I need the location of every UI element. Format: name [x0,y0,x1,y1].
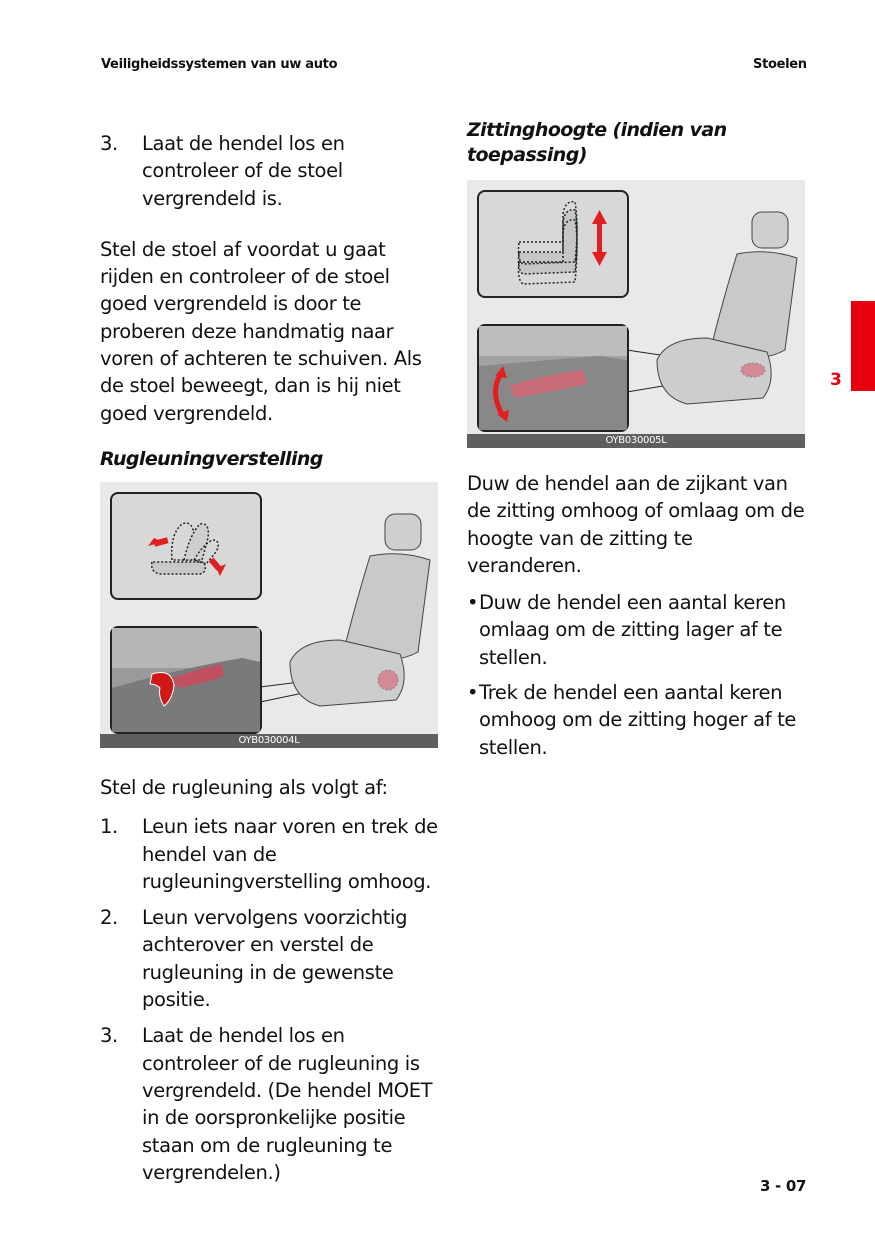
list-item [100,130,440,212]
continued-step-list [100,130,440,212]
inset-recline-diagram [110,492,262,600]
step-number: 3. [100,132,118,155]
step-text: Leun iets naar voren en trek de hendel van de rugleuningverstelling omhoog. [142,815,438,893]
inset-lever-closeup [110,626,262,734]
section-heading-seat-height: Zittinghoogte (indien van toepassing) [467,119,727,166]
figure-caption: OYB030005L [467,434,805,448]
lock-check-paragraph: Stel de stoel af voordat u gaat rijden en controleer of de stoel goed vergrendeld is door te proberen deze handmatig naar voren of achteren te schuiven. Als de stoel beweegt, dan is hij niet goed vergrendeld. [100,237,422,425]
list-item [100,904,440,1013]
running-header-section: Veiligheidssystemen van uw auto [101,57,338,72]
height-lever-icon [479,326,627,430]
chapter-tab-number: 3 [830,370,842,390]
inset-height-diagram [477,190,629,298]
seat-illustration-icon [260,512,438,732]
height-diagram-icon [479,192,627,296]
figure-seat-height-adjustment [467,180,805,448]
list-item [467,589,807,671]
step-number: 3. [100,1024,118,1048]
step-text: Leun vervolgens voorzichtig achterover en verstel de rugleuning in de gewenste positie. [142,906,408,1012]
list-item [467,679,807,761]
step-text: Laat de hendel los en controleer of de rugleuning is vergrendeld. (De hendel MOET in de oorspronkelijke positie staan om de rugleuning te vergrendelen.) [142,1024,433,1184]
step-text: Laat de hendel los en controleer of de stoel vergrendeld is. [142,132,345,210]
page-number: 3 - 07 [760,1177,807,1195]
seat-height-bullets [467,589,807,761]
left-column [100,130,440,1186]
bullet-text: Duw de hendel een aantal keren omlaag om de zitting lager af te stellen. [479,591,786,669]
right-column [467,118,807,761]
section-heading-backrest: Rugleuningverstelling [100,447,323,470]
list-item [100,1022,440,1186]
lever-closeup-icon [112,628,260,732]
recline-diagram-icon [112,494,260,598]
step-number: 1. [100,815,118,839]
bullet-marker: • [467,681,479,705]
bullet-text: Trek de hendel een aantal keren omhoog om de zitting hoger af te stellen. [479,681,797,759]
figure-backrest-adjustment [100,482,438,748]
running-header-topic: Stoelen [753,57,807,72]
backrest-steps [100,813,440,1186]
seat-illustration-icon [627,210,805,430]
seat-height-paragraph: Duw de hendel aan de zijkant van de zitting omhoog of omlaag om de hoogte van de zitting te veranderen. [467,472,805,577]
backrest-intro: Stel de rugleuning als volgt af: [100,775,388,799]
inset-height-lever-closeup [477,324,629,432]
list-item [100,813,440,895]
bullet-marker: • [467,591,479,615]
chapter-tab [851,301,875,391]
figure-caption: OYB030004L [100,734,438,748]
step-number: 2. [100,906,118,930]
